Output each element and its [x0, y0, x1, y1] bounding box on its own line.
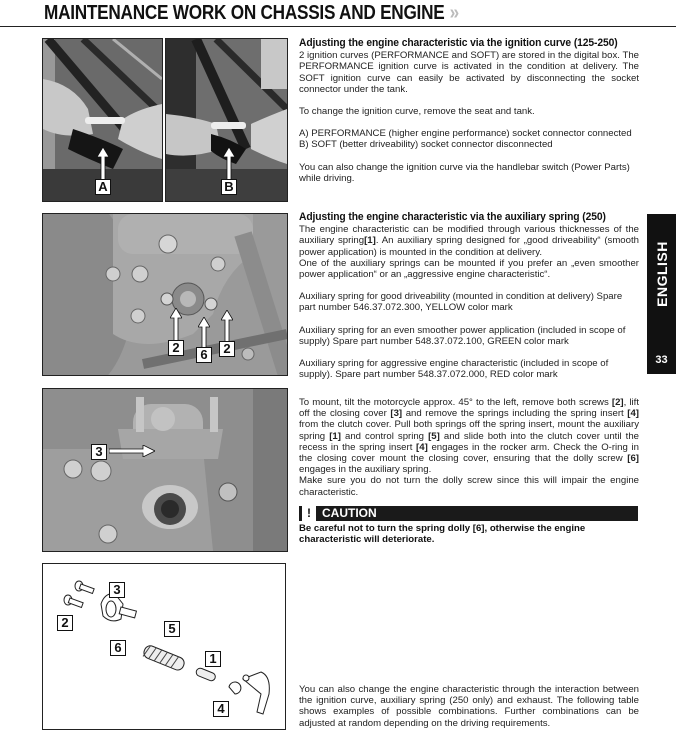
caution-banner: [299, 506, 638, 521]
label-part-6: 6: [110, 640, 126, 656]
ignition-photo-a: [42, 38, 163, 202]
section-ignition-curve: [299, 38, 639, 195]
closing-cover-photo: [42, 388, 288, 552]
part-ref: [5]: [428, 430, 440, 442]
arrow-up-icon: [221, 310, 233, 342]
paragraph: To change the ignition curve, remove the seat and tank.: [299, 106, 535, 118]
paragraph: You can also change the ignition curve via the handlebar switch (Power Parts) while driving.: [299, 161, 630, 184]
label-part-1: 1: [205, 651, 221, 667]
text-run: engages in the rocker arm. Check the O-ring in the closing cover mount the closing cover, ensuring that the dolly screw: [299, 441, 639, 465]
part-ref: [2]: [611, 397, 624, 408]
paragraph: Make sure you do not turn the dolly screw since this will impair the engine characteristic.: [299, 475, 639, 498]
arrow-right-icon: [109, 445, 155, 457]
page-header: [0, 0, 676, 27]
clutch-cover-illustration: [43, 214, 287, 375]
page-title: [44, 2, 459, 25]
text-run: One of the auxiliary springs can be mounted if you prefer an „even smoother power application“ or an „aggressive engine characteristic“.: [299, 257, 639, 281]
option-a: A) PERFORMANCE (higher engine performance) socket connector connected: [299, 128, 632, 140]
warning-icon: !: [302, 506, 316, 521]
text-run: from the clutch cover. Pull both springs off the spring insert, mount the auxiliary spring: [299, 419, 639, 442]
section-auxiliary-spring: [299, 212, 639, 391]
label-a: A: [95, 179, 111, 195]
section-mounting: [299, 397, 639, 509]
label-screw-2-left: 2: [168, 340, 184, 356]
page-number: 33: [655, 354, 668, 366]
arrow-up-icon: [198, 317, 210, 349]
page-title-text: MAINTENANCE WORK ON CHASSIS AND ENGINE: [44, 2, 445, 24]
clutch-cover-photo: [42, 213, 288, 376]
paragraph: 2 ignition curves (PERFORMANCE and SOFT) are stored in the digital box. The PERFORMANCE ignition curve is activated in the condition at delivery. The SOFT ignition curve can easily be activated by disconnecting the socket connector under the tank.: [299, 50, 639, 95]
arrow-up-icon: [97, 147, 109, 183]
spring-green: Auxiliary spring for an even smoother power application (included in scope of supply) Spare part number 548.37.072.100, GREEN color mark: [299, 324, 626, 347]
exploded-parts-diagram: [42, 563, 286, 730]
part-ref: [1]: [329, 430, 341, 442]
option-list: [299, 128, 639, 150]
section-combinations: [299, 684, 639, 740]
label-dolly-screw-6: 6: [196, 347, 212, 363]
language-label: ENGLISH: [653, 241, 670, 307]
part-ref: [4]: [416, 441, 428, 453]
label-part-3: 3: [109, 582, 125, 598]
text-run: and slide both into the clutch cover until the recess in the spring insert: [299, 430, 639, 453]
label-part-2: 2: [57, 615, 73, 631]
paragraph: [299, 224, 639, 280]
spring-yellow: Auxiliary spring for good driveability (mounted in condition at delivery) Spare part number 546.37.072.300, YELLOW color mark: [299, 291, 623, 314]
part-ref: [6]: [627, 453, 639, 465]
arrow-up-icon: [223, 147, 235, 183]
option-b: B) SOFT (better driveability) socket connector disconnected: [299, 139, 553, 151]
text-run: and remove the springs including the spring insert: [402, 408, 628, 420]
spring-red: Auxiliary spring for aggressive engine characteristic (included in scope of supply). Spare part number 548.37.072.000, RED color mark: [299, 358, 609, 381]
label-part-5: 5: [164, 621, 180, 637]
text-run: engages in the auxiliary spring.: [299, 464, 432, 476]
arrow-up-icon: [170, 308, 182, 342]
ignition-photo-b: [165, 38, 288, 202]
part-ref: [4]: [627, 408, 639, 420]
exploded-parts-illustration: [43, 564, 285, 729]
text-run: . An auxiliary spring designed for „good driveability“ (smooth power application) is mounted in the condition at delivery.: [299, 235, 639, 258]
caution-title: CAUTION: [322, 506, 377, 520]
section-heading: Adjusting the engine characteristic via the ignition curve (125-250): [299, 37, 618, 49]
caution-text: Be careful not to turn the spring dolly [6], otherwise the engine characteristic will deteriorate.: [299, 523, 586, 546]
section-heading: Adjusting the engine characteristic via the auxiliary spring (250): [299, 211, 606, 223]
label-screw-2-right: 2: [219, 341, 235, 357]
text-run: To mount, tilt the motorcycle approx. 45° to the left, remove both screws: [299, 397, 612, 408]
paragraph: [299, 397, 639, 475]
paragraph: You can also change the engine characteristic through the interaction between the ignition curve, auxiliary spring (250 only) and exhaust. The following table shows examples of possible combinations. Further combinations can be adjusted at random depending on the driving requirements.: [299, 684, 639, 729]
language-tab: [647, 214, 676, 374]
label-b: B: [221, 179, 237, 195]
label-part-4: 4: [213, 701, 229, 717]
label-closing-cover-3: 3: [91, 444, 107, 460]
text-run: The engine characteristic can be modified through various thicknesses of the auxiliary spring: [299, 224, 639, 247]
text-run: and control spring: [340, 430, 429, 442]
chevron-right-icon: »: [449, 2, 459, 24]
text-run: , lift off the closing cover: [299, 397, 639, 420]
part-ref: [1]: [364, 235, 376, 247]
closing-cover-illustration: [43, 389, 287, 551]
part-ref: [3]: [390, 408, 403, 420]
